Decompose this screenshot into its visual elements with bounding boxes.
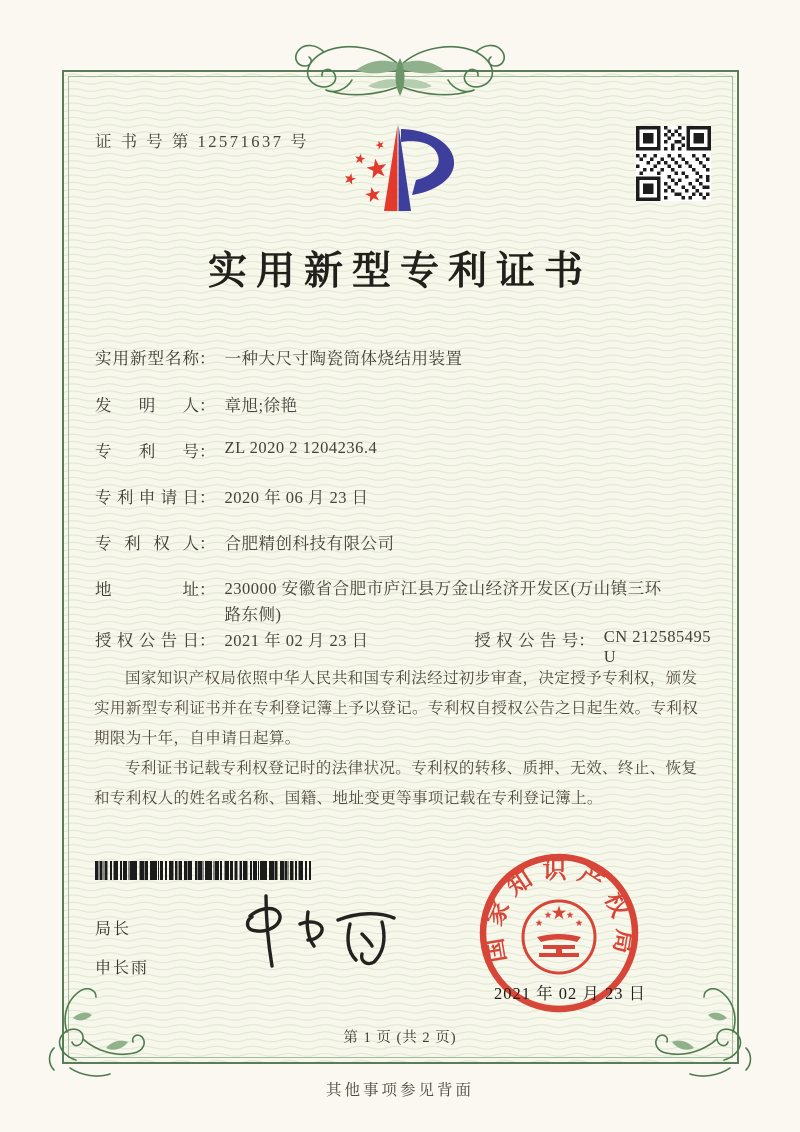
field-colon: ： — [578, 631, 595, 650]
field-label: 授权公告号 — [474, 631, 579, 650]
director-name: 申长雨 — [95, 960, 150, 977]
field-colon: ： — [199, 442, 216, 461]
field-colon: ： — [199, 488, 216, 507]
field-colon: ： — [199, 631, 216, 650]
signer-block — [95, 916, 149, 994]
field-row-inventor — [95, 392, 298, 416]
field-row-name — [95, 345, 463, 369]
field-label: 地址 — [95, 580, 199, 599]
page-number: 第 1 页 (共 2 页) — [343, 1030, 457, 1046]
legal-paragraph-1: 国家知识产权局依照中华人民共和国专利法经过初步审查，决定授予专利权，颁发实用新型专利证书并在专利登记簿上予以登记。专利权自授权公告之日起生效。专利权期限为十年，自申请日起算。 — [94, 670, 699, 747]
seal-text: 国家知识产权局 — [480, 858, 638, 965]
top-flourish-ornament-icon — [278, 36, 522, 102]
field-value: ZL 2020 2 1204236.4 — [224, 438, 378, 457]
field-row-grant — [95, 627, 725, 667]
field-value: 一种大尺寸陶瓷筒体烧结用装置 — [224, 349, 463, 368]
certificate-number: 证 书 号 第 12571637 号 — [95, 132, 310, 151]
field-colon: ： — [199, 580, 216, 599]
director-title: 局长 — [95, 921, 132, 938]
field-value: CN 212585495 U — [603, 627, 712, 666]
field-colon: ： — [199, 396, 216, 415]
field-row-filing-date — [95, 484, 369, 508]
field-row-address — [95, 576, 673, 627]
qr-code — [636, 126, 711, 201]
field-label: 发明人 — [95, 396, 199, 415]
field-value: 章旭;徐艳 — [224, 396, 298, 415]
field-label: 专利号 — [95, 442, 199, 461]
certificate-title: 实用新型专利证书 — [207, 250, 592, 293]
back-note: 其他事项参见背面 — [325, 1082, 474, 1099]
field-row-patentee — [95, 530, 395, 554]
field-value: 合肥精创科技有限公司 — [224, 534, 395, 553]
director-signature-icon — [222, 884, 407, 979]
seal-date: 2021 年 02 月 23 日 — [494, 984, 647, 1003]
legal-text — [94, 664, 712, 814]
field-value: 230000 安徽省合肥市庐江县万金山经济开发区(万山镇三环路东侧) — [224, 579, 662, 624]
legal-paragraph-2: 专利证书记载专利权登记时的法律状况。专利权的转移、质押、无效、终止、恢复和专利权人的姓名或名称、国籍、地址变更等事项记载在专利登记簿上。 — [94, 759, 698, 807]
field-label: 授权公告日 — [95, 631, 199, 650]
field-value: 2021 年 02 月 23 日 — [224, 631, 369, 650]
field-label: 专利权人 — [95, 534, 199, 553]
field-value: 2020 年 06 月 23 日 — [224, 488, 369, 507]
field-label: 实用新型名称 — [95, 349, 199, 368]
cnipa-logo-icon — [338, 113, 468, 218]
barcode — [95, 861, 311, 880]
field-label: 专利申请日 — [95, 488, 199, 507]
field-colon: ： — [199, 349, 216, 368]
field-row-patent-no — [95, 438, 377, 462]
field-colon: ： — [199, 534, 216, 553]
